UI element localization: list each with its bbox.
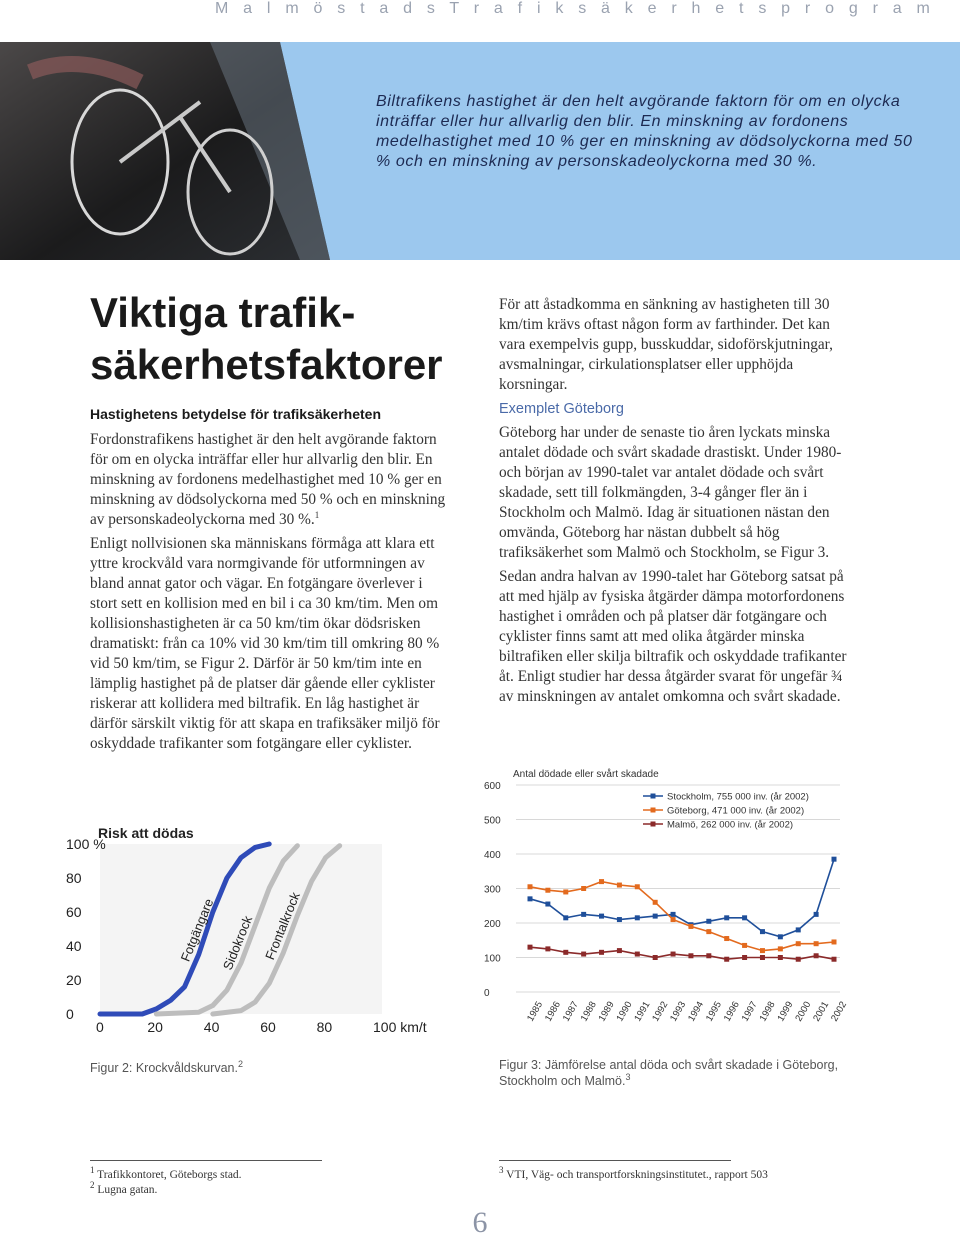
- series-label: Sidokrock: [219, 913, 256, 973]
- data-point: [814, 941, 819, 946]
- footnote: $^2$ Lugna gatan.: [90, 1180, 158, 1196]
- data-point: [545, 888, 550, 893]
- page-number: 6: [472, 1206, 488, 1239]
- x-tick-label: 1987: [560, 999, 581, 1024]
- paragraph: Fordonstrafikens hastighet är den helt avgörande faktorn för om en olycka inträffar eller hur allvarlig den blir. En minskning av fordonens medelhastighet med 10 % ger en minskning av dödsolyckorna med 50 % och en minskning av personskadeolyckorna med 30 %.$^1$: [90, 431, 446, 528]
- data-point: [617, 883, 622, 888]
- data-point: [778, 955, 783, 960]
- footnote-divider: [90, 1160, 322, 1161]
- data-point: [724, 936, 729, 941]
- paragraph: Enligt nollvisionen ska människans förmåga att klara ett yttre krockvåld vara normgivande för utformningen av bland annat gator och vägar. En fotgängare överlever i stort sett en kollision med en bil i ca 30 km/tim. Men om kollisionshastigheten är ca 50 km/tim ökar dödsrisken dramatiskt: från ca 10% vid 30 km/tim till omkring 80 % vid 50 km/tim, se Figur 2. Därför är 50 km/tim inte en lämplig hastighet på de platser där gående eller cyklister riskerar att kollidera med biltrafik. En låg hastighet är därför särskilt viktig för att skapa en trafiksäker miljö för oskyddade trafikanter som fotgängare eller cyklister.: [90, 535, 440, 752]
- y-tick-label: 400: [484, 850, 501, 861]
- series-label: Fotgängare: [177, 896, 217, 964]
- x-tick-label: 1995: [703, 999, 724, 1024]
- legend-label: Malmö, 262 000 inv. (år 2002): [667, 819, 794, 831]
- x-tick-label: 1985: [525, 999, 546, 1024]
- data-point: [545, 902, 550, 907]
- data-point: [653, 900, 658, 905]
- y-tick-label: 40: [66, 938, 82, 954]
- data-point: [528, 884, 533, 889]
- x-tick-label: 1998: [757, 999, 778, 1024]
- x-tick-label: 1993: [668, 999, 689, 1024]
- y-tick-label: 100: [484, 953, 501, 965]
- y-tick-label: 600: [484, 781, 501, 792]
- data-point: [778, 946, 783, 951]
- figure-caption: Figur 2: Krockvåldskurvan.$^2$: [90, 1058, 243, 1075]
- chart-title: Antal dödade eller svårt skadade: [513, 769, 659, 780]
- x-tick-label: 1996: [721, 999, 742, 1024]
- y-tick-label: 300: [484, 884, 501, 896]
- data-point: [617, 948, 622, 953]
- x-tick-label: 0: [96, 1019, 104, 1035]
- x-tick-label: 1999: [775, 999, 796, 1024]
- x-tick-label: 1994: [686, 999, 707, 1024]
- data-point: [671, 952, 676, 957]
- data-point: [671, 912, 676, 917]
- data-point: [653, 914, 658, 919]
- y-tick-label: 80: [66, 870, 82, 886]
- x-tick-label: 100 km/t: [373, 1019, 427, 1035]
- data-point: [760, 929, 765, 934]
- paragraph: För att åstadkomma en sänkning av hastigheten till 30 km/tim krävs oftast någon form av farthinder. Det kan vara exempelvis gupp, busskuddar, sidoförskjutningar, avsmalningar, cirkulationsplatser eller upphöjda korsningar.: [499, 296, 833, 393]
- banner: [0, 42, 960, 260]
- x-tick-label: 1991: [632, 999, 653, 1024]
- x-tick-label: 20: [147, 1019, 163, 1035]
- data-point: [545, 946, 550, 951]
- footnote-ref: 1: [314, 509, 320, 520]
- data-point: [563, 889, 568, 894]
- figure-caption: Figur 3: Jämförelse antal döda och svårt skadade i Göteborg, Stockholm och Malmö.$^3$: [499, 1058, 839, 1088]
- data-point: [742, 955, 747, 960]
- cyclist-photo: [0, 42, 330, 260]
- y-tick-label: 200: [484, 919, 501, 930]
- series-label: Frontalkrock: [262, 889, 303, 962]
- data-point: [599, 914, 604, 919]
- data-point: [742, 915, 747, 920]
- data-point: [563, 950, 568, 955]
- page-title: Viktiga trafik- säkerhetsfaktorer: [90, 289, 443, 388]
- data-point: [635, 952, 640, 957]
- data-point: [688, 953, 693, 958]
- x-tick-label: 2000: [793, 999, 814, 1024]
- left-column: [90, 430, 446, 758]
- paragraph: Göteborg har under de senaste tio åren lyckats minska antalet dödade och svårt skadade drastiskt. Under 1980- och början av 1990-talet var antalet dödade och svårt skadade, sett till folkmängden, 3-4 gånger fler än i Stockholm och Malmö. Idag är situationen nästan den omvända, Göteborg har nästan dubbelt så hög trafiksäkerhet som Malmö och Stockholm, se Figur 3.: [499, 424, 842, 561]
- x-tick-label: 1992: [650, 999, 671, 1024]
- data-point: [599, 879, 604, 884]
- section-subheading: Hastighetens betydelse för trafiksäkerheten: [90, 406, 381, 422]
- data-point: [528, 945, 533, 950]
- data-point: [528, 896, 533, 901]
- y-tick-label: 60: [66, 904, 82, 920]
- data-point: [671, 917, 676, 922]
- y-tick-label: 100 %: [66, 836, 106, 852]
- data-point: [706, 919, 711, 924]
- data-point: [832, 939, 837, 944]
- x-tick-label: 60: [260, 1019, 276, 1035]
- data-point: [724, 957, 729, 962]
- x-tick-label: 40: [203, 1019, 220, 1035]
- data-point: [760, 955, 765, 960]
- series-line: [530, 859, 834, 937]
- footnote: $^1$ Trafikkontoret, Göteborgs stad.: [90, 1165, 242, 1181]
- running-header: M a l m ö s t a d s T r a f i k s ä k e r h e t s p r o g r a m: [215, 0, 936, 17]
- y-tick-label: 20: [66, 972, 82, 988]
- data-point: [760, 948, 765, 953]
- data-point: [796, 927, 801, 932]
- x-tick-label: 1986: [542, 999, 564, 1024]
- section-subheading-goteborg: Exemplet Göteborg: [499, 401, 624, 417]
- data-point: [617, 917, 622, 922]
- footnote-ref: 3: [625, 1071, 631, 1082]
- data-point: [635, 915, 640, 920]
- chart-title: Risk att dödas: [98, 825, 194, 841]
- x-tick-label: 1990: [614, 999, 635, 1024]
- legend-label: Stockholm, 755 000 inv. (år 2002): [667, 791, 809, 803]
- data-point: [599, 950, 604, 955]
- footnote-ref: 2: [237, 1058, 243, 1069]
- data-point: [581, 886, 586, 891]
- legend-marker: [651, 794, 656, 799]
- x-tick-label: 1989: [596, 999, 617, 1024]
- data-point: [635, 884, 640, 889]
- y-tick-label: 0: [484, 988, 490, 999]
- legend-marker: [651, 808, 656, 813]
- data-point: [832, 857, 837, 862]
- right-column: [499, 295, 859, 711]
- data-point: [581, 912, 586, 917]
- data-point: [778, 934, 783, 939]
- data-point: [706, 929, 711, 934]
- data-point: [796, 941, 801, 946]
- y-tick-label: 500: [484, 815, 501, 827]
- x-tick-label: 1997: [739, 999, 760, 1024]
- x-tick-label: 2001: [811, 999, 832, 1024]
- data-point: [581, 952, 586, 957]
- x-tick-label: 80: [316, 1019, 333, 1035]
- data-point: [653, 955, 658, 960]
- footnote: $^3$ VTI, Väg- och transportforskningsinstitutet., rapport 503: [499, 1165, 768, 1181]
- banner-quote: Biltrafikens hastighet är den helt avgörande faktorn för om en olycka inträffar eller hur allvarlig den blir. En minskning av fordonens medelhastighet med 10 % ger en minskning av dödsolyckorna med 50 % och en minskning av personskadeolyckorna med 30 %.: [376, 93, 913, 170]
- data-point: [814, 953, 819, 958]
- footnote-divider: [499, 1160, 731, 1161]
- legend-label: Göteborg, 471 000 inv. (år 2002): [667, 805, 805, 817]
- data-point: [724, 915, 729, 920]
- data-point: [742, 943, 747, 948]
- paragraph: Sedan andra halvan av 1990-talet har Göteborg satsat på att med hjälp av fysiska åtgärder dämpa motorfordonens hastighet i områden och på platser där fotgängare och cyklister finns samt att med olika åtgärder minska biltrafiken eller skilja biltrafik och oskyddade trafikanter åt. Enligt studier har dessa åtgärder svarat för ungefär ¾ av minskningen av antalet omkomna och svårt skadade.: [499, 568, 847, 705]
- risk-chart: [64, 822, 427, 1044]
- comparison-chart: [480, 760, 850, 1050]
- data-point: [832, 957, 837, 962]
- data-point: [706, 953, 711, 958]
- data-point: [814, 912, 819, 917]
- data-point: [796, 957, 801, 962]
- legend-marker: [651, 822, 656, 827]
- x-tick-label: 1988: [578, 999, 599, 1024]
- data-point: [688, 924, 693, 929]
- data-point: [563, 915, 568, 920]
- x-tick-label: 2002: [829, 999, 850, 1024]
- y-tick-label: 0: [66, 1006, 74, 1022]
